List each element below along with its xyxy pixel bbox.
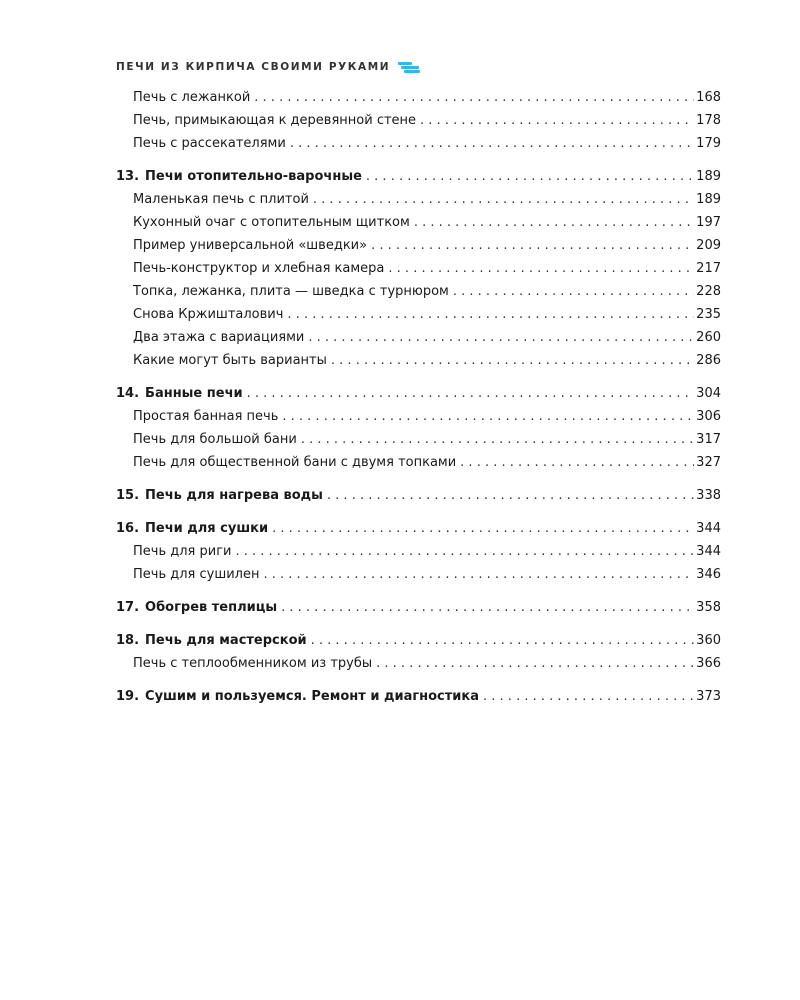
item-label: Снова Кржишталович [133,307,284,322]
toc-section [116,169,721,376]
leader-dots [301,432,694,447]
table-of-contents [116,90,721,722]
chapter-title: Банные печи [145,386,243,401]
item-label: Печь, примыкающая к деревянной стене [133,113,417,128]
chapter-title: Обогрев теплицы [145,600,278,615]
toc-chapter-row[interactable] [116,386,721,409]
item-label: Кухонный очаг с отопительным щитком [133,215,410,230]
leader-dots [264,567,695,582]
page-number: 189 [696,192,721,207]
toc-section [116,488,721,511]
page-number: 360 [696,633,721,648]
leader-dots [272,521,694,536]
leader-dots [282,409,694,424]
item-label: Пример универсальной «шведки» [133,238,368,253]
page-number: 189 [696,169,721,184]
leader-dots [311,633,695,648]
item-label: Печь с рассекателями [133,136,286,151]
chapter-title: Печь для мастерской [145,633,307,648]
leader-dots [287,307,694,322]
page-number: 209 [696,238,721,253]
running-head [116,60,420,74]
leader-dots [376,656,694,671]
toc-section [116,386,721,478]
toc-item-row[interactable] [116,409,721,432]
leader-dots [371,238,694,253]
leader-dots [290,136,694,151]
toc-item-row[interactable] [116,567,721,590]
toc-chapter-row[interactable] [116,521,721,544]
page-number: 197 [696,215,721,230]
chapter-number: 19. [116,689,140,704]
toc-chapter-row[interactable] [116,633,721,656]
page-number: 168 [696,90,721,105]
leader-dots [366,169,694,184]
leader-dots [420,113,694,128]
blue-stripes-logo-icon [398,60,420,74]
page-number: 217 [696,261,721,276]
chapter-number: 18. [116,633,140,648]
leader-dots [327,488,694,503]
toc-section-intro [116,90,721,159]
toc-chapter-row[interactable] [116,600,721,623]
toc-item-row[interactable] [116,238,721,261]
page-number: 344 [696,544,721,559]
toc-chapter-row[interactable] [116,488,721,511]
leader-dots [388,261,694,276]
item-label: Топка, лежанка, плита — шведка с турнюром [133,284,449,299]
item-label: Печь для общественной бани с двумя топками [133,455,457,470]
chapter-number: 14. [116,386,140,401]
toc-item-row[interactable] [116,90,721,113]
toc-item-row[interactable] [116,113,721,136]
toc-item-row[interactable] [116,432,721,455]
leader-dots [331,353,694,368]
page-number: 373 [696,689,721,704]
leader-dots [281,600,694,615]
toc-item-row[interactable] [116,544,721,567]
toc-section [116,689,721,712]
toc-item-row[interactable] [116,261,721,284]
chapter-number: 16. [116,521,140,536]
chapter-number: 13. [116,169,140,184]
item-label: Печь для большой бани [133,432,297,447]
chapter-number: 15. [116,488,140,503]
toc-item-row[interactable] [116,215,721,238]
running-title: ПЕЧИ ИЗ КИРПИЧА СВОИМИ РУКАМИ [116,61,391,73]
leader-dots [460,455,694,470]
page-number: 178 [696,113,721,128]
page-number: 304 [696,386,721,401]
toc-item-row[interactable] [116,330,721,353]
leader-dots [247,386,695,401]
leader-dots [254,90,694,105]
page-number: 306 [696,409,721,424]
page-number: 346 [696,567,721,582]
page-number: 358 [696,600,721,615]
toc-section [116,633,721,679]
item-label: Какие могут быть варианты [133,353,327,368]
toc-item-row[interactable] [116,455,721,478]
item-label: Печь с лежанкой [133,90,251,105]
page-number: 327 [696,455,721,470]
page-number: 235 [696,307,721,322]
leader-dots [235,544,694,559]
toc-item-row[interactable] [116,353,721,376]
item-label: Простая банная печь [133,409,279,424]
chapter-title: Печи для сушки [145,521,269,536]
item-label: Маленькая печь с плитой [133,192,309,207]
toc-section [116,521,721,590]
leader-dots [453,284,694,299]
item-label: Печь-конструктор и хлебная камера [133,261,385,276]
chapter-title: Сушим и пользуемся. Ремонт и диагностика [145,689,480,704]
leader-dots [308,330,694,345]
toc-chapter-row[interactable] [116,689,721,712]
toc-item-row[interactable] [116,307,721,330]
toc-item-row[interactable] [116,192,721,215]
chapter-title: Печь для нагрева воды [145,488,323,503]
toc-section [116,600,721,623]
leader-dots [483,689,694,704]
item-label: Два этажа с вариациями [133,330,305,345]
toc-chapter-row[interactable] [116,169,721,192]
leader-dots [313,192,694,207]
page-number: 260 [696,330,721,345]
toc-item-row[interactable] [116,136,721,159]
item-label: Печь для сушилен [133,567,260,582]
page-number: 228 [696,284,721,299]
chapter-number: 17. [116,600,140,615]
item-label: Печь для риги [133,544,232,559]
leader-dots [414,215,694,230]
page-number: 179 [696,136,721,151]
item-label: Печь с теплообменником из трубы [133,656,373,671]
chapter-title: Печи отопительно-варочные [145,169,362,184]
page-number: 317 [696,432,721,447]
page-number: 344 [696,521,721,536]
page-number: 338 [696,488,721,503]
toc-item-row[interactable] [116,656,721,679]
page-number: 286 [696,353,721,368]
toc-item-row[interactable] [116,284,721,307]
page-number: 366 [696,656,721,671]
